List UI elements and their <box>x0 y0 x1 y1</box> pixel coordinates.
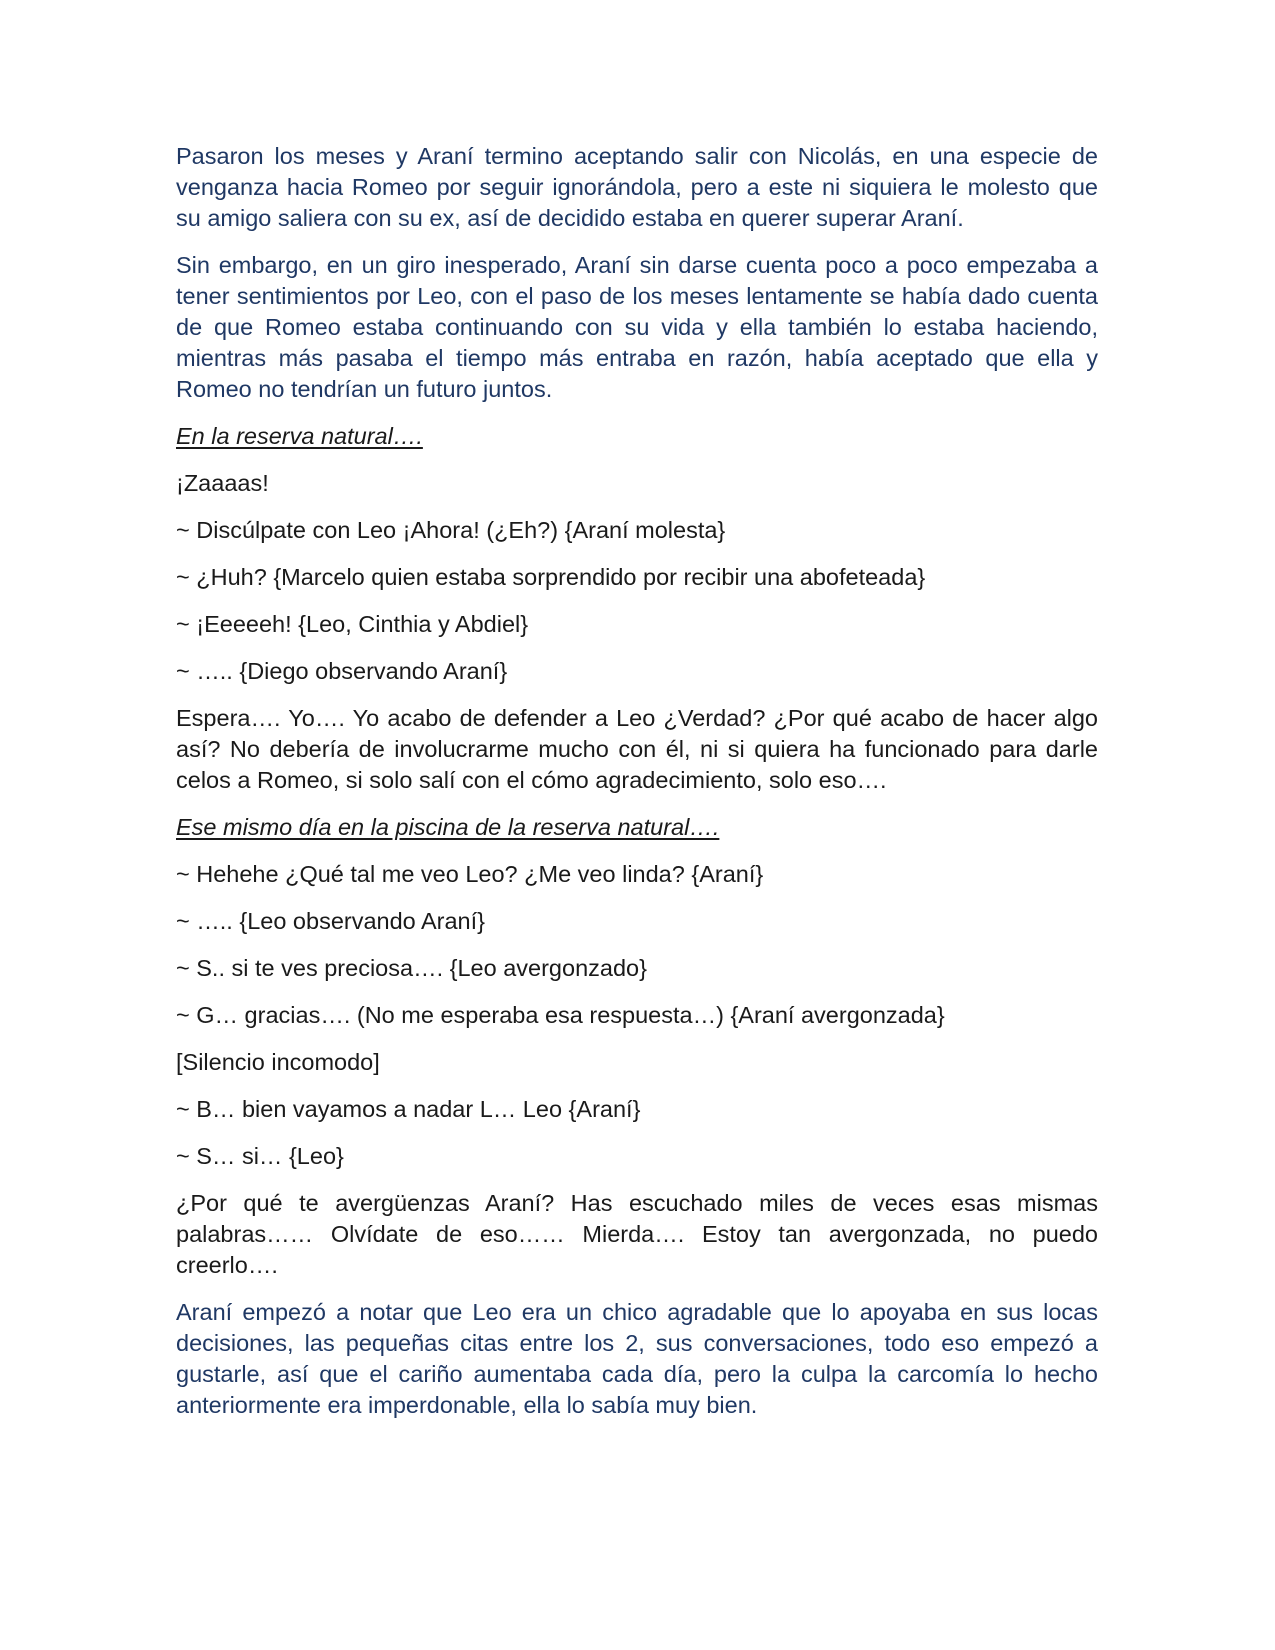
inner-monologue-paragraph: Espera…. Yo…. Yo acabo de defender a Leo ¿Verdad? ¿Por qué acabo de hacer algo así? No debería de involucrarme mucho con él, ni si quiera ha funcionado para darle celos a Romeo, si solo salí con el cómo agradecimiento, solo eso…. <box>176 705 1098 793</box>
dialogue-line: ~ G… gracias…. (No me esperaba esa respuesta…) {Araní avergonzada} <box>176 1002 945 1028</box>
dialogue-line: ~ ¡Eeeeeh! {Leo, Cinthia y Abdiel} <box>176 611 529 637</box>
inner-monologue-paragraph: ¿Por qué te avergüenzas Araní? Has escuchado miles de veces esas mismas palabras…… Olvídate de eso…… Mierda…. Estoy tan avergonzada, no puedo creerlo…. <box>176 1190 1098 1278</box>
narration-paragraph: Pasaron los meses y Araní termino aceptando salir con Nicolás, en una especie de venganza hacia Romeo por seguir ignorándola, pero a este ni siquiera le molesto que su amigo saliera con su ex, así de decidido estaba en querer superar Araní. <box>176 143 1098 231</box>
dialogue-line: ~ Discúlpate con Leo ¡Ahora! (¿Eh?) {Araní molesta} <box>176 517 726 543</box>
document-page <box>176 141 1098 1437</box>
sound-effect-line: ¡Zaaaas! <box>176 470 269 496</box>
narration-paragraph: Araní empezó a notar que Leo era un chico agradable que lo apoyaba en sus locas decisiones, las pequeñas citas entre los 2, sus conversaciones, todo eso empezó a gustarle, así que el cariño aumentaba cada día, pero la culpa la carcomía lo hecho anteriormente era imperdonable, ella lo sabía muy bien. <box>176 1299 1098 1418</box>
scene-heading: En la reserva natural…. <box>176 423 423 449</box>
scene-heading: Ese mismo día en la piscina de la reserva natural…. <box>176 814 720 840</box>
narration-paragraph: Sin embargo, en un giro inesperado, Araní sin darse cuenta poco a poco empezaba a tener sentimientos por Leo, con el paso de los meses lentamente se había dado cuenta de que Romeo estaba continuando con su vida y ella también lo estaba haciendo, mientras más pasaba el tiempo más entraba en razón, había aceptado que ella y Romeo no tendrían un futuro juntos. <box>176 252 1098 402</box>
dialogue-line: ~ ….. {Leo observando Araní} <box>176 908 485 934</box>
dialogue-line: ~ Hehehe ¿Qué tal me veo Leo? ¿Me veo linda? {Araní} <box>176 861 764 887</box>
dialogue-line: ~ ¿Huh? {Marcelo quien estaba sorprendido por recibir una abofeteada} <box>176 564 926 590</box>
dialogue-line: ~ ….. {Diego observando Araní} <box>176 658 508 684</box>
dialogue-line: ~ S… si… {Leo} <box>176 1143 344 1169</box>
stage-direction-line: [Silencio incomodo] <box>176 1049 380 1075</box>
dialogue-line: ~ B… bien vayamos a nadar L… Leo {Araní} <box>176 1096 641 1122</box>
dialogue-line: ~ S.. si te ves preciosa…. {Leo avergonzado} <box>176 955 647 981</box>
